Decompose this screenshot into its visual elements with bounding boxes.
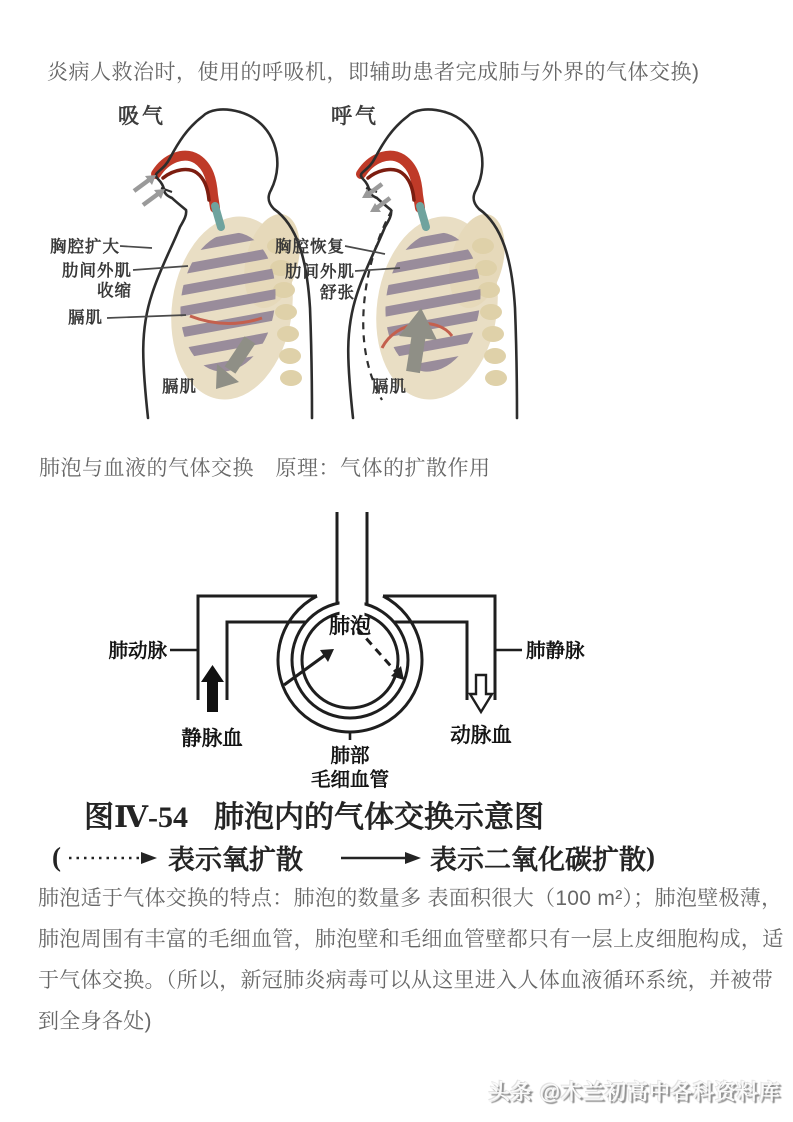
section-heading: 肺泡与血液的气体交换 原理：气体的扩散作用 — [39, 457, 491, 480]
venous-blood-up-arrow-icon — [201, 665, 224, 712]
intro-text-line: 炎病人救治时，使用的呼吸机，即辅助患者完成肺与外界的气体交换) — [47, 61, 700, 84]
watermark-text: 头条 @木兰初高中各科资料库 — [488, 1081, 781, 1104]
solid-arrow-icon — [339, 850, 424, 866]
exhale-torso — [348, 109, 517, 418]
inhale-chest-label: 胸腔扩大 — [50, 238, 120, 256]
inhale-muscle-label: 肋间外肌 — [62, 262, 132, 280]
dashed-arrow-icon — [67, 850, 162, 866]
figure-caption-number: 图Ⅳ-54 — [84, 801, 189, 834]
legend-oxygen-text: 表示氧扩散 — [168, 845, 303, 875]
alveolus-gas-exchange-figure — [60, 488, 700, 798]
figure-caption-title: 肺泡内的气体交换示意图 — [214, 801, 545, 834]
exhale-diaphragm-bottom-label: 膈肌 — [372, 378, 407, 396]
figure-legend — [52, 838, 655, 877]
inhale-title: 吸气 — [118, 105, 166, 128]
inhale-diaphragm-label: 膈肌 — [68, 309, 103, 327]
inhale-diaphragm-bottom-label: 膈肌 — [162, 378, 197, 396]
exhale-muscle-label: 肋间外肌 — [285, 263, 355, 281]
exhale-muscle-state-label: 舒张 — [320, 284, 355, 302]
paragraph-line: 于气体交换。（所以，新冠肺炎病毒可以从这里进入人体血液循环系统，并被带 — [38, 969, 773, 992]
arterial-blood-label: 动脉血 — [450, 725, 512, 747]
arterial-blood-down-arrow-icon — [470, 675, 492, 712]
venous-blood-label: 静脉血 — [181, 728, 243, 750]
pulmonary-vein-label: 肺静脉 — [526, 641, 585, 662]
inhale-air-arrows-icon — [134, 175, 165, 205]
pulmonary-artery-label: 肺动脉 — [108, 641, 167, 662]
lung-capillary-label-line1: 肺部 — [330, 746, 370, 767]
paragraph-line: 肺泡适于气体交换的特点：肺泡的数量多 表面积很大（100 m²）；肺泡壁极薄， — [38, 887, 783, 910]
paragraph-line: 肺泡周围有丰富的毛细血管，肺泡壁和毛细血管壁都只有一层上皮细胞构成，适 — [38, 928, 784, 951]
legend-co2-text: 表示二氧化碳扩散 — [430, 845, 646, 875]
exhale-title: 呼气 — [331, 105, 379, 128]
legend-open-paren: ( — [52, 842, 61, 872]
breathing-mechanics-figure — [40, 96, 520, 422]
paragraph-line: 到全身各处) — [38, 1010, 152, 1033]
body-paragraph — [38, 878, 784, 1042]
exhale-chest-label: 胸腔恢复 — [275, 238, 345, 256]
lung-capillary-label-line2: 毛细血管 — [310, 770, 390, 791]
legend-close-paren: ) — [646, 842, 655, 872]
inhale-muscle-state-label: 收缩 — [97, 282, 132, 300]
figure-caption — [84, 792, 544, 836]
alveolus-label: 肺泡 — [329, 614, 371, 638]
